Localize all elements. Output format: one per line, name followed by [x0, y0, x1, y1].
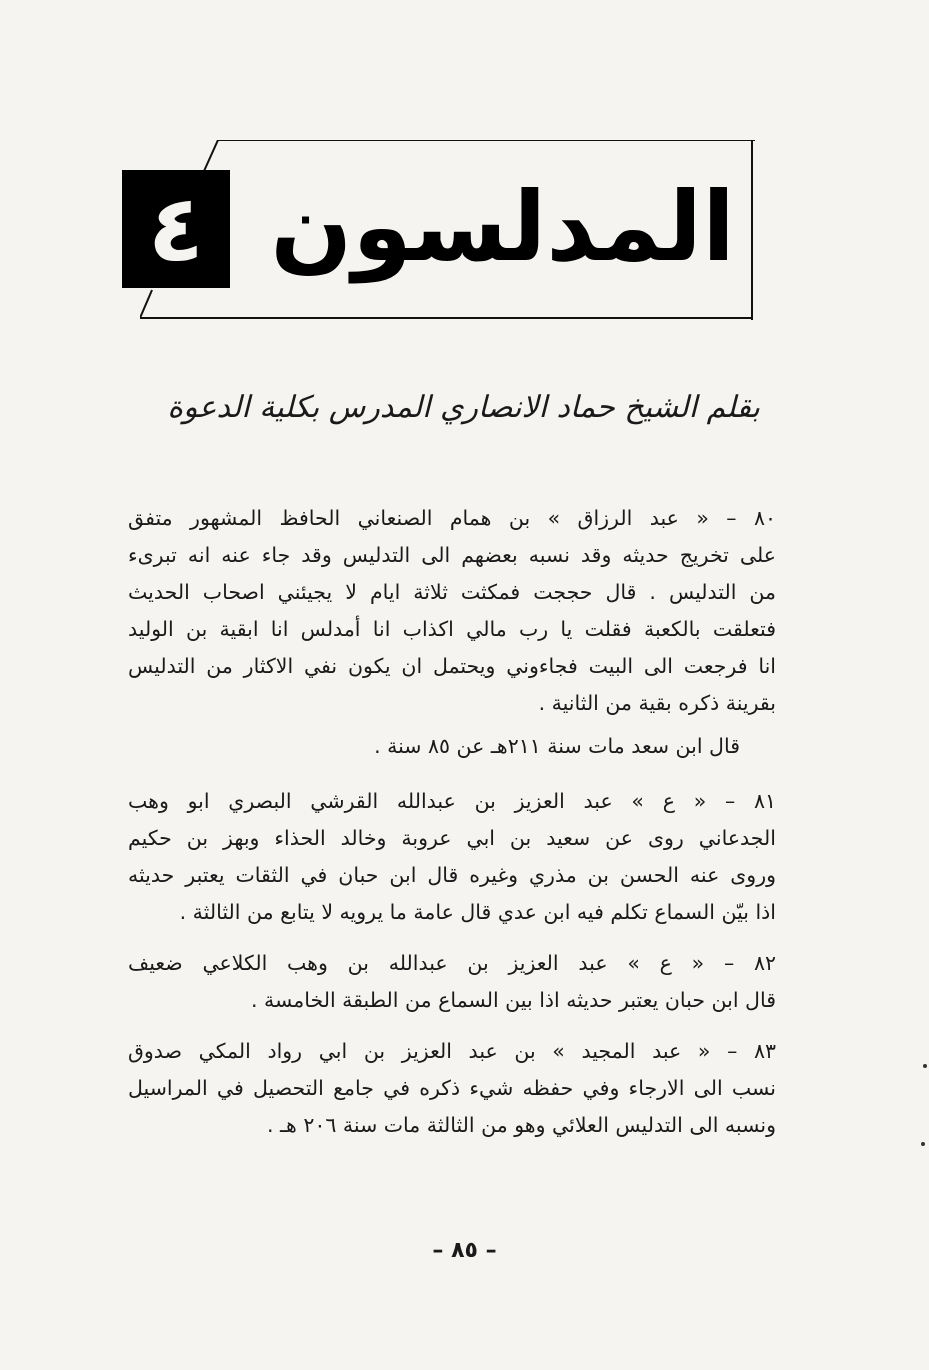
- text-line: بقرينة ذكره بقية من الثانية .: [538, 691, 776, 715]
- text-line: قال ابن حبان يعتبر حديثه اذا بين السماع من الطبقة الخامسة .: [250, 988, 776, 1012]
- entry-81: [128, 783, 776, 931]
- text-line: ٨٣ – « عبد المجيد » بن عبد العزيز بن ابي رواد المكي صدوق: [128, 1039, 776, 1063]
- text-line: نسب الى الارجاء وفي حفظه شيء ذكره في جامع التحصيل في المراسيل: [128, 1076, 776, 1100]
- article-body: [128, 500, 776, 1144]
- page-number: – ٨٥ –: [432, 1238, 497, 1263]
- entry-82: [128, 945, 776, 1019]
- text-line: فتعلقت بالكعبة فقلت يا رب مالي اكذاب انا أمدلس انا ابقية بن الوليد: [128, 617, 776, 641]
- text-line: على تخريج حديثه وقد نسبه بعضهم الى التدليس وقد جاء عنه انه تبرىء: [128, 543, 776, 567]
- scan-speck: [923, 1064, 927, 1068]
- text-line: ٨٠ – « عبد الرزاق » بن همام الصنعاني الحافظ المشهور متفق: [128, 506, 776, 530]
- part-number-badge: [122, 170, 230, 288]
- text-line: الجدعاني روى عن سعيد بن ابي عروبة وخالد الحذاء وبهز بن حكيم: [128, 826, 776, 850]
- author-byline: بقلم الشيخ حماد الانصاري المدرس بكلية الدعوة: [167, 390, 760, 425]
- entry-80-death-note: [128, 728, 776, 765]
- text-line: وروى عنه الحسن بن مذري وغيره قال ابن حبان في الثقات يعتبر حديثه: [128, 863, 776, 887]
- text-line: ٨٢ – « ع » عبد العزيز بن عبدالله بن وهب الكلاعي ضعيف: [128, 951, 776, 975]
- text-line: من التدليس . قال حججت فمكثت ثلاثة ايام لا يجيئني اصحاب الحديث: [128, 580, 776, 604]
- text-line: قال ابن سعد مات سنة ٢١١هـ عن ٨٥ سنة .: [374, 734, 740, 758]
- scan-speck: [921, 1142, 925, 1146]
- text-line: اذا بيّن السماع تكلم فيه ابن عدي قال عامة ما يرويه لا يتابع من الثالثة .: [179, 900, 776, 924]
- text-line: ونسبه الى التدليس العلائي وهو من الثالثة مات سنة ٢٠٦ هـ .: [266, 1113, 776, 1137]
- title-banner: [140, 140, 755, 320]
- entry-80: [128, 500, 776, 722]
- article-title: المدلسون: [270, 171, 735, 283]
- text-line: ٨١ – « ع » عبد العزيز بن عبدالله القرشي البصري ابو وهب: [128, 789, 776, 813]
- part-number: ٤: [147, 175, 205, 282]
- text-line: انا فرجعت الى البيت فجاءوني ويحتمل ان يكون نفي الاكثار من التدليس: [128, 654, 776, 678]
- entry-83: [128, 1033, 776, 1144]
